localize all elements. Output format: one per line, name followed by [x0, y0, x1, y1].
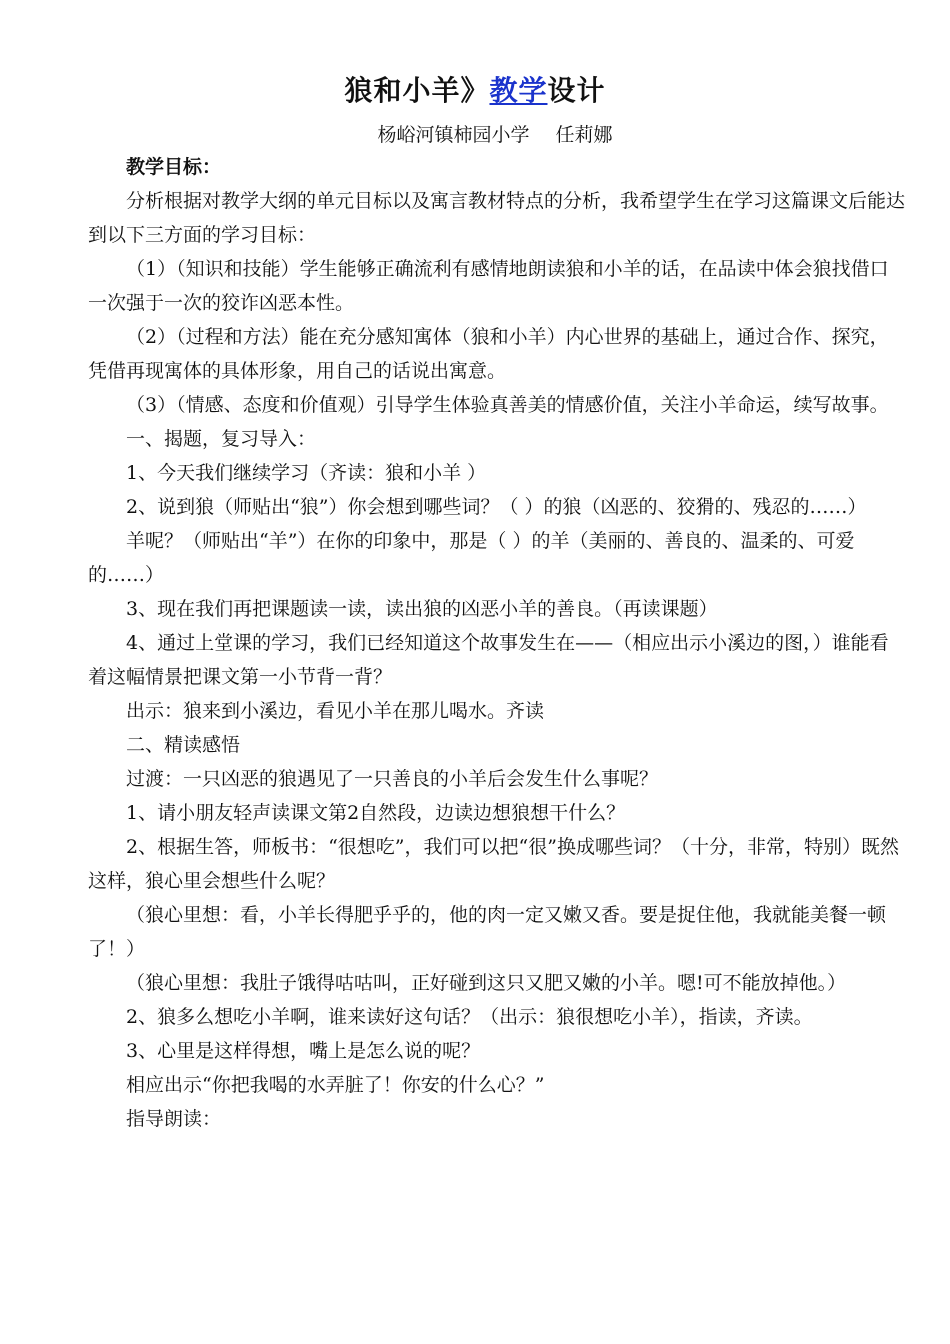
document-body	[88, 150, 906, 1136]
author-name: 任莉娜	[555, 124, 613, 146]
paragraph: 相应出示“你把我喝的水弄脏了！你安的什么心？”	[126, 1074, 545, 1096]
paragraph: 4、通过上堂课的学习，我们已经知道这个故事发生在——（相应出示小溪边的图，）谁能看着这幅情景把课文第一小节背一背？	[88, 632, 889, 688]
paragraph: 分析根据对教学大纲的单元目标以及寓言教材特点的分析，我希望学生在学习这篇课文后能达到以下三方面的学习目标：	[88, 190, 906, 246]
paragraph: （2）（过程和方法）能在充分感知寓体（狼和小羊）内心世界的基础上，通过合作、探究，凭借再现寓体的具体形象，用自己的话说出寓意。	[88, 326, 889, 382]
title-prefix: 狼和小羊》	[344, 74, 490, 107]
author-line	[0, 122, 950, 148]
title-link[interactable]: 教学	[489, 74, 548, 107]
paragraph: 3、心里是这样得想，嘴上是怎么说的呢？	[126, 1040, 481, 1062]
section-heading-objectives: 教学目标：	[126, 156, 222, 178]
paragraph: 3、现在我们再把课题读一读，读出狼的凶恶小羊的善良。（再读课题）	[126, 598, 718, 620]
paragraph: 2、说到狼（师贴出“狼”）你会想到哪些词？（ ）的狼（凶恶的、狡猾的、残忍的……）	[126, 496, 867, 518]
author-school: 杨峪河镇柿园小学	[377, 124, 530, 146]
paragraph: （狼心里想：看，小羊长得肥乎乎的，他的肉一定又嫩又香。要是捉住他，我就能美餐一顿了！）	[88, 904, 887, 960]
paragraph: （3）（情感、态度和价值观）引导学生体验真善美的情感价值，关注小羊命运，续写故事。	[126, 394, 889, 416]
paragraph: 2、狼多么想吃小羊啊，谁来读好这句话？（出示：狼很想吃小羊），指读，齐读。	[126, 1006, 813, 1028]
document-title	[0, 74, 950, 108]
paragraph: 过渡：一只凶恶的狼遇见了一只善良的小羊后会发生什么事呢？	[126, 768, 659, 790]
paragraph: 出示：狼来到小溪边，看见小羊在那儿喝水。齐读	[126, 700, 545, 722]
paragraph: 指导朗读：	[126, 1108, 222, 1130]
paragraph: （1）（知识和技能）学生能够正确流利有感情地朗读狼和小羊的话，在品读中体会狼找借口一次强于一次的狡诈凶恶本性。	[88, 258, 889, 314]
title-suffix: 设计	[547, 74, 606, 107]
paragraph: （狼心里想：我肚子饿得咕咕叫，正好碰到这只又肥又嫩的小羊。嗯!可不能放掉他。）	[126, 972, 847, 994]
paragraph: 二、精读感悟	[126, 734, 241, 756]
paragraph: 1、今天我们继续学习（齐读：狼和小羊 ）	[126, 462, 487, 484]
paragraph: 1、请小朋友轻声读课文第2自然段，边读边想狼想干什么？	[126, 802, 626, 824]
paragraph: 羊呢？（师贴出“羊”）在你的印象中，那是（ ）的羊（美丽的、善良的、温柔的、可爱的……）	[88, 530, 855, 586]
paragraph: 2、根据生答，师板书：“很想吃”，我们可以把“很”换成哪些词？（十分，非常，特别）既然这样，狼心里会想些什么呢？	[88, 836, 899, 892]
paragraph: 一、揭题，复习导入：	[126, 428, 317, 450]
